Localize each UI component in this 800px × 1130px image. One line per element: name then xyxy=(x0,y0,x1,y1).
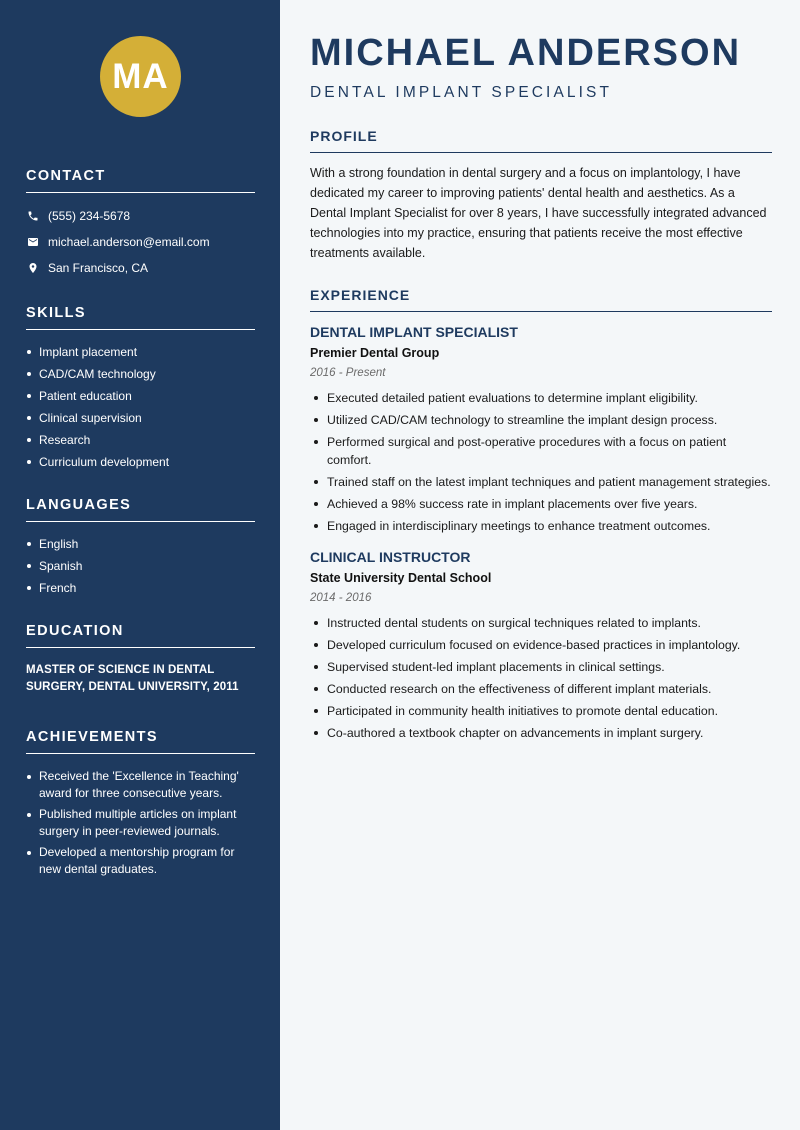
skills-section xyxy=(26,305,255,476)
job-company: State University Dental School xyxy=(310,571,492,585)
language-item: English xyxy=(26,536,255,552)
languages-section xyxy=(26,497,255,602)
achievements-heading: ACHIEVEMENTS xyxy=(26,729,255,754)
skill-item: Research xyxy=(26,432,255,448)
job-title: CLINICAL INSTRUCTOR xyxy=(310,549,471,565)
languages-heading: LANGUAGES xyxy=(26,497,255,522)
skill-item: Patient education xyxy=(26,388,255,404)
job-bullet: Developed curriculum focused on evidence-based practices in implantology. xyxy=(310,636,772,654)
job-bullet: Instructed dental students on surgical techniques related to implants. xyxy=(310,614,772,632)
achievement-item: Developed a mentorship program for new dental graduates. xyxy=(26,844,255,878)
skill-item: Implant placement xyxy=(26,344,255,360)
skills-heading: SKILLS xyxy=(26,305,255,330)
contact-location xyxy=(26,259,255,277)
job-bullets xyxy=(310,614,772,742)
envelope-icon xyxy=(26,236,39,249)
achievement-item: Received the 'Excellence in Teaching' award for three consecutive years. xyxy=(26,768,255,802)
experience-heading: EXPERIENCE xyxy=(310,287,772,312)
job-dates: 2016 - Present xyxy=(310,367,386,379)
job-bullet: Participated in community health initiatives to promote dental education. xyxy=(310,702,772,720)
education-heading: EDUCATION xyxy=(26,623,255,648)
job-bullets xyxy=(310,389,772,535)
phone-icon xyxy=(26,210,39,223)
job-bullet: Utilized CAD/CAM technology to streamline the implant design process. xyxy=(310,411,772,429)
experience-section xyxy=(310,287,772,746)
candidate-name: MICHAEL ANDERSON xyxy=(310,32,742,74)
achievements-section xyxy=(26,729,255,882)
education-section xyxy=(26,623,255,696)
language-item: Spanish xyxy=(26,558,255,574)
contact-heading: CONTACT xyxy=(26,168,255,193)
phone-text: (555) 234-5678 xyxy=(48,209,131,223)
email-text: michael.anderson@email.com xyxy=(48,235,210,249)
skill-item: Clinical supervision xyxy=(26,410,255,426)
sidebar xyxy=(0,0,280,1130)
skill-item: CAD/CAM technology xyxy=(26,366,255,382)
language-item: French xyxy=(26,580,255,596)
contact-phone xyxy=(26,207,255,225)
job-bullet: Performed surgical and post-operative procedures with a focus on patient comfort. xyxy=(310,433,772,469)
job-dates: 2014 - 2016 xyxy=(310,592,372,604)
skills-list xyxy=(26,344,255,470)
job-bullet: Supervised student-led implant placements in clinical settings. xyxy=(310,658,772,676)
job-entry xyxy=(310,549,772,742)
candidate-title: DENTAL IMPLANT SPECIALIST xyxy=(310,84,613,101)
job-bullet: Achieved a 98% success rate in implant placements over five years. xyxy=(310,495,772,513)
job-company: Premier Dental Group xyxy=(310,346,440,360)
profile-heading: PROFILE xyxy=(310,128,772,153)
contact-section xyxy=(26,168,255,285)
languages-list xyxy=(26,536,255,596)
skill-item: Curriculum development xyxy=(26,454,255,470)
location-pin-icon xyxy=(26,262,39,275)
achievement-item: Published multiple articles on implant surgery in peer-reviewed journals. xyxy=(26,806,255,840)
job-bullet: Trained staff on the latest implant techniques and patient management strategies. xyxy=(310,473,772,491)
job-bullet: Conducted research on the effectiveness of different implant materials. xyxy=(310,680,772,698)
profile-text: With a strong foundation in dental surgery and a focus on implantology, I have dedicated my career to improving patients' dental health and aesthetics. As a Dental Implant Specialist for over 8 years, I have successfully integrated advanced technologies into my practice, ensuring that patients receive the most effective treatments available. xyxy=(310,166,767,260)
contact-email xyxy=(26,233,255,251)
job-bullet: Co-authored a textbook chapter on advancements in implant surgery. xyxy=(310,724,772,742)
location-text: San Francisco, CA xyxy=(48,261,149,275)
education-entry: MASTER OF SCIENCE IN DENTAL SURGERY, DENTAL UNIVERSITY, 2011 xyxy=(26,664,239,693)
achievements-list xyxy=(26,768,255,878)
profile-section xyxy=(310,128,772,263)
job-bullet: Engaged in interdisciplinary meetings to enhance treatment outcomes. xyxy=(310,517,772,535)
avatar: MA xyxy=(100,36,181,117)
job-bullet: Executed detailed patient evaluations to determine implant eligibility. xyxy=(310,389,772,407)
job-title: DENTAL IMPLANT SPECIALIST xyxy=(310,324,518,340)
job-entry xyxy=(310,324,772,535)
